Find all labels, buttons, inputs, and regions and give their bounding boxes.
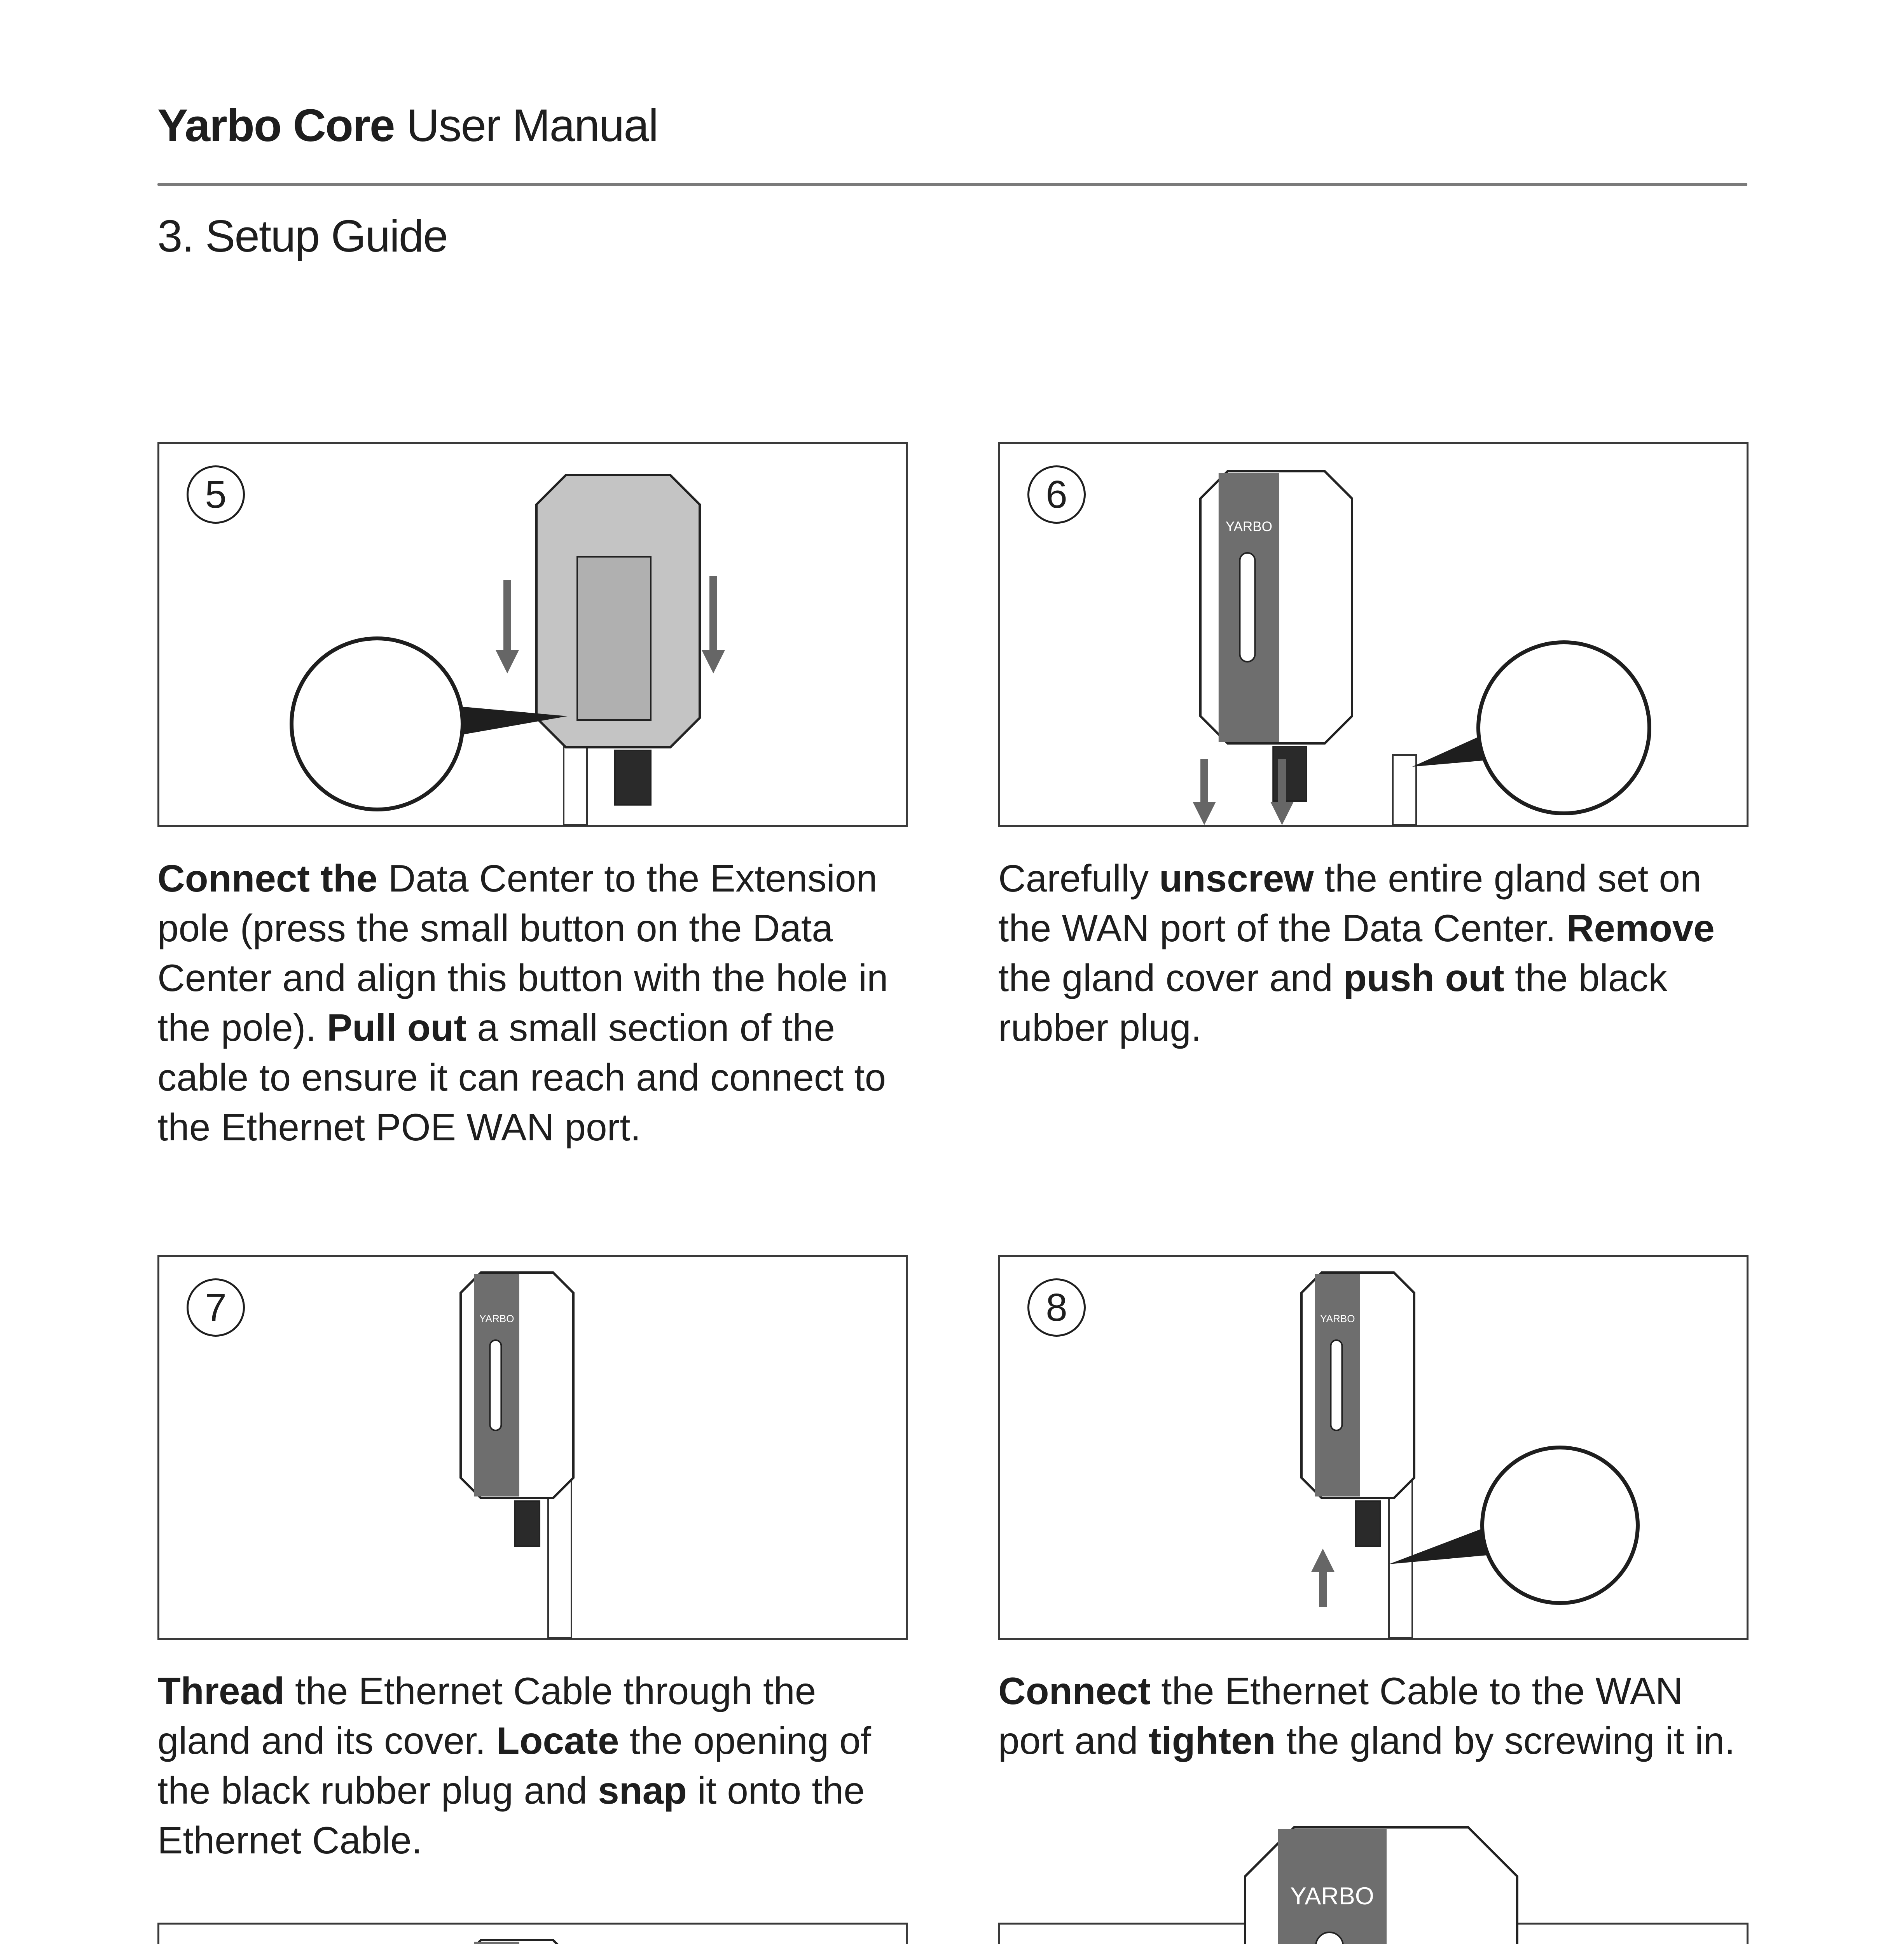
description-text: a small section of the cable to ensure it can reach and connect to the Ethernet POE WAN port. [157,1006,886,1149]
emphasized-action: Remove [1566,907,1715,949]
status-light-slot [490,1340,501,1430]
step-illustration [1000,1883,1747,1944]
detail-magnifier [292,638,463,809]
description-text: the black rubber plug. [998,956,1668,1049]
data-center-device [536,475,700,805]
arrow-down-icon [1193,759,1216,825]
step-number-badge: 6 [1027,465,1086,524]
detail-magnifier [1482,1448,1638,1603]
step-number-badge: 5 [187,465,245,524]
step-7-illustration [157,1255,908,1640]
status-light-slot [1331,1340,1342,1430]
description-text: the opening of the black rubber plug and [157,1719,871,1812]
detail-magnifier [1478,642,1649,813]
emphasized-action: unscrew [1159,857,1314,900]
emphasized-action: Thread [157,1670,285,1712]
section-title: 3. Setup Guide [157,211,447,261]
step-illustration [159,1925,906,1944]
status-light-slot [1240,553,1255,662]
yarbo-logo: YARBO [1225,519,1272,534]
emphasized-action: Locate [496,1719,619,1762]
step-8-illustration [998,1255,1749,1640]
step-6-description [998,853,1756,1052]
mounting-bracket [577,557,651,720]
extension-pole [564,743,587,825]
step-number-badge: 8 [1027,1278,1086,1337]
header-divider [157,183,1747,186]
step-illustration [159,1257,906,1638]
description-text: it onto the Ethernet Cable. [157,1769,865,1862]
emphasized-action: tighten [1148,1719,1276,1762]
step-5-illustration [157,442,908,827]
manual-label: User Manual [394,100,658,151]
description-text: the Ethernet Cable to the WAN port and [998,1670,1683,1762]
cable-gland [515,1501,540,1546]
step-illustration [1000,1257,1747,1638]
emphasized-action: Connect [998,1670,1151,1712]
extension-pole [1393,755,1416,825]
step-9-illustration [157,1923,908,1944]
manual-title [157,99,658,152]
description-text: Data Center to the Extension pole (press the small button on the Data Center and align this button with the hole in the pole). [157,857,888,1049]
yarbo-logo: YARBO [1290,1883,1374,1910]
description-text: Carefully [998,857,1159,900]
emphasized-action: snap [598,1769,687,1812]
description-text: the gland by screwing it in. [1275,1719,1735,1762]
data-center-device [1200,471,1352,801]
step-illustration [1000,444,1747,825]
description-text: the Ethernet Cable through the gland and its cover. [157,1670,816,1762]
description-text: the gland cover and [998,956,1344,999]
arrow-up-icon [1311,1549,1335,1607]
step-number-badge: 7 [187,1278,245,1337]
step-illustration [159,444,906,825]
step-6-illustration [998,442,1749,827]
emphasized-action: Connect the [157,857,378,900]
step-5-description [157,853,896,1152]
heatsink-fins [474,1942,519,1944]
description-text: the entire gland set on the WAN port of the Data Center. [998,857,1701,949]
cable-gland [615,750,651,805]
step-10-illustration [998,1883,1749,1944]
brand-name: Yarbo Core [157,100,395,151]
yarbo-logo: YARBO [1320,1313,1355,1325]
arrow-down-icon [702,576,725,673]
data-center-device [461,1940,573,1944]
cable-gland [1356,1501,1380,1546]
emphasized-action: push out [1343,956,1504,999]
yarbo-logo: YARBO [479,1313,514,1325]
arrow-down-icon [496,580,519,673]
step-7-description [157,1666,915,1865]
data-center-device [1245,1827,1517,1944]
step-8-description [998,1666,1756,1766]
emphasized-action: Pull out [327,1006,467,1049]
